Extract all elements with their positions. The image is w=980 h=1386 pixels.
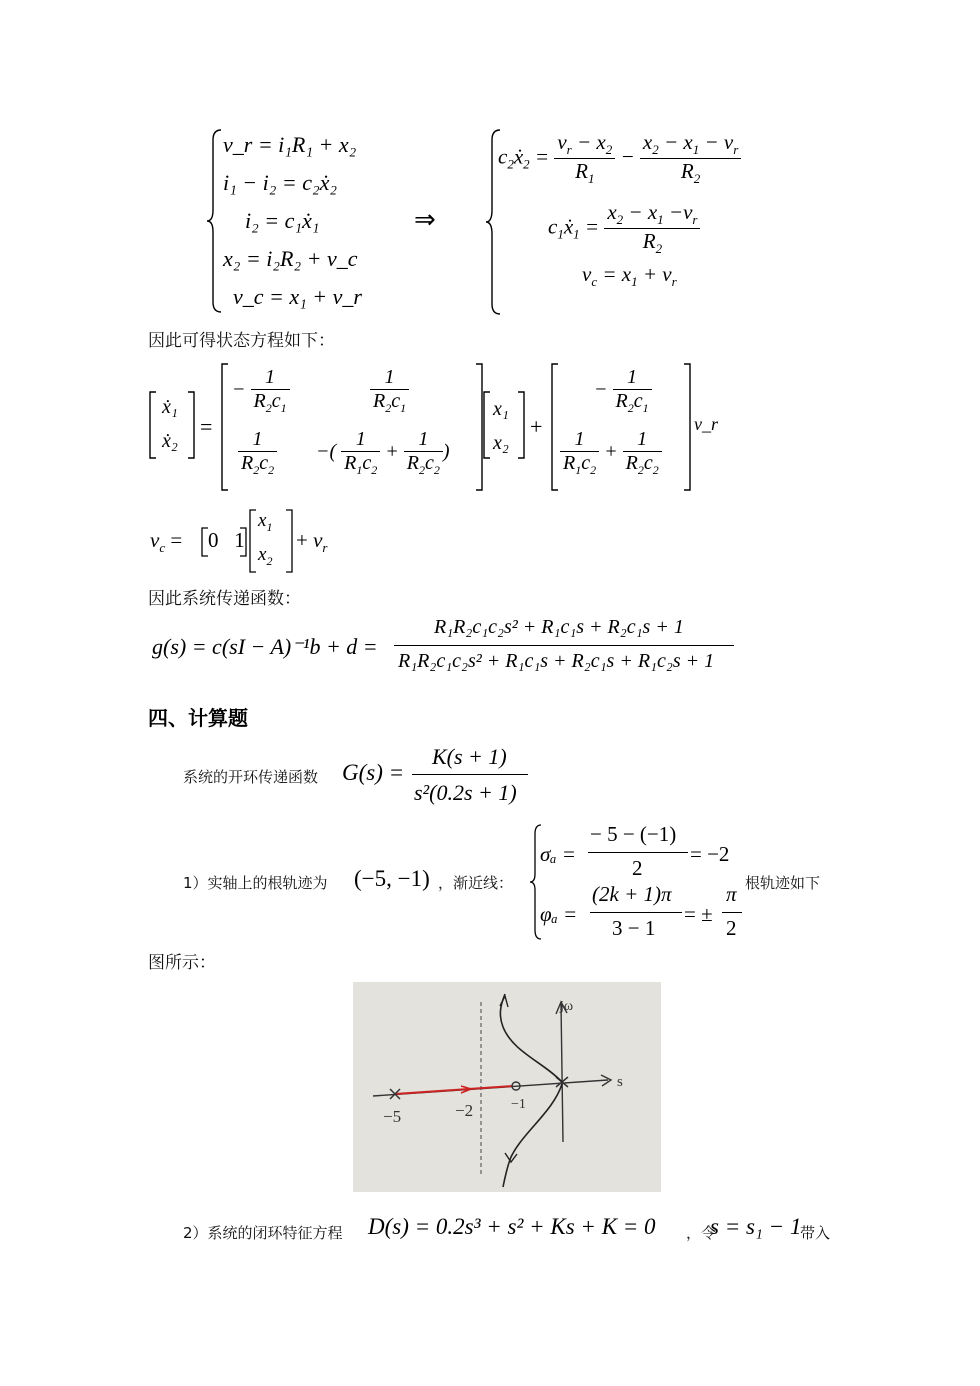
- eq-left-1: v_r = i₁R₁ + x₂: [223, 132, 357, 157]
- state-eq-intro: 因此可得状态方程如下：: [148, 331, 335, 351]
- label-jw: jω: [560, 999, 574, 1014]
- item1-suffix: 根轨迹如下: [745, 874, 821, 892]
- output-equation: [148, 506, 368, 576]
- item2-equation: D(s) = 0.2s³ + s² + Ks + K = 0: [368, 1214, 656, 1239]
- phi-lhs: φₐ =: [540, 902, 578, 926]
- item2-sub: s = s₁ − 1: [710, 1214, 802, 1239]
- root-locus-sketch: [353, 982, 661, 1192]
- open-loop-tf: [340, 742, 540, 812]
- eq-left-4: x₂ = i₂R₂ + v_c: [223, 246, 358, 271]
- phi-result-prefix: = ±: [684, 902, 713, 926]
- item1-interval: (−5, −1): [354, 866, 430, 891]
- open-loop-prefix: 系统的开环传递函数: [183, 768, 319, 786]
- sigma-bar: [588, 852, 688, 853]
- a11: − $\frac{1}{R_2c_1}$: [232, 366, 290, 416]
- sigma-den: 2: [632, 856, 643, 880]
- implies-arrow: ⇒: [414, 205, 436, 234]
- output-lhs: $v_c$ =: [150, 528, 183, 556]
- a22: −( $\frac{1}{R_1c_2}$ + $\frac{1}{R_2c_2}$ ): [316, 428, 450, 477]
- figure-caption: 图所示：: [148, 953, 216, 973]
- eq-left-5: v_c = x₁ + v_r: [233, 284, 362, 309]
- tf-fraction-bar: [394, 645, 734, 646]
- left-brace: [205, 126, 225, 316]
- b2: $\frac{1}{R_1c_2}$ + $\frac{1}{R_2c_2}$: [560, 428, 662, 478]
- eq-left-2: i₁ − i₂ = c₂ẋ₂: [223, 170, 338, 195]
- output-text: [0, 0, 1, 1]
- phi-den: 3 − 1: [612, 916, 656, 940]
- label-minus2: −2: [455, 1101, 474, 1120]
- sigma-num: − 5 − (−1): [590, 822, 677, 846]
- phi-bar: [590, 912, 682, 913]
- phi-num: (2k + 1)π: [592, 882, 672, 906]
- a21: $\frac{1}{R_2c_2}$: [238, 428, 277, 478]
- b1: − $\frac{1}{R_2c_1}$: [594, 366, 652, 416]
- phi-result-bar: [722, 912, 742, 913]
- eq-left-3: i₂ = c₁ẋ₁: [245, 208, 320, 233]
- item1-mid: ，渐近线：: [438, 874, 514, 892]
- open-loop-numerator: K(s + 1): [432, 744, 507, 769]
- item2-suffix: 带入: [800, 1224, 831, 1242]
- lhs-x2dot: ẋ₂: [162, 430, 178, 452]
- system-equations-right: [484, 126, 784, 318]
- item2-mid: ，令: [686, 1224, 717, 1242]
- plus-sign: +: [530, 414, 543, 439]
- asymptote-system: [528, 822, 748, 942]
- eq-right-3: $v_c = x_1 + v_r$: [582, 262, 677, 290]
- input-vr: v_r: [694, 414, 718, 434]
- open-loop-bar: [412, 774, 528, 775]
- tf-lhs: g(s) = c(sI − A)⁻¹b + d =: [152, 634, 378, 659]
- output-row: 0 1: [208, 528, 245, 552]
- sigma-result: = −2: [690, 842, 730, 866]
- transfer-intro: 因此系统传递函数：: [148, 589, 301, 609]
- sigma-lhs: σₐ =: [540, 842, 576, 866]
- label-minus1: −1: [511, 1097, 526, 1112]
- item2-prefix: 2）系统的闭环特征方程: [183, 1224, 343, 1242]
- phi-result-num: π: [726, 882, 737, 906]
- item1-prefix: 1）实轴上的根轨迹为: [183, 874, 328, 892]
- open-loop-denominator: s²(0.2s + 1): [414, 780, 517, 805]
- phi-result-den: 2: [726, 916, 737, 940]
- x2: x₂: [493, 432, 509, 454]
- a12: $\frac{1}{R_2c_1}$: [370, 366, 409, 416]
- eq-right-2: $c_1ẋ_1$ = $\frac{x_2 - x_1 -v_r}{R_2}$: [548, 200, 700, 257]
- label-minus5: −5: [383, 1107, 402, 1126]
- system-equations-left: [205, 126, 375, 316]
- section-heading: 四、计算题: [148, 706, 248, 730]
- label-s: s: [617, 1074, 623, 1090]
- tf-numerator: R₁R₂c₁c₂s² + R₁c₁s + R₂c₁s + 1: [434, 616, 684, 638]
- output-plus-vr: + $v_r$: [296, 528, 328, 556]
- lhs-x1dot: ẋ₁: [162, 396, 178, 418]
- tf-denominator: R₁R₂c₁c₂s² + R₁c₁s + R₂c₁s + R₁c₂s + 1: [398, 650, 715, 672]
- transfer-function: [150, 616, 750, 680]
- x1: x₁: [493, 398, 509, 420]
- open-loop-lhs: G(s) =: [342, 760, 405, 785]
- state-equation: [148, 362, 718, 492]
- output-x1: $x_1$: [258, 510, 273, 534]
- equals-sign: =: [200, 414, 213, 439]
- eq-right-1: $c_2ẋ_2$ = $\frac{v_r - x_2}{R_1}$ − $\frac{x_2 - x_1 - v_r}{R_2}$: [498, 130, 741, 187]
- output-x2: $x_2$: [258, 544, 273, 568]
